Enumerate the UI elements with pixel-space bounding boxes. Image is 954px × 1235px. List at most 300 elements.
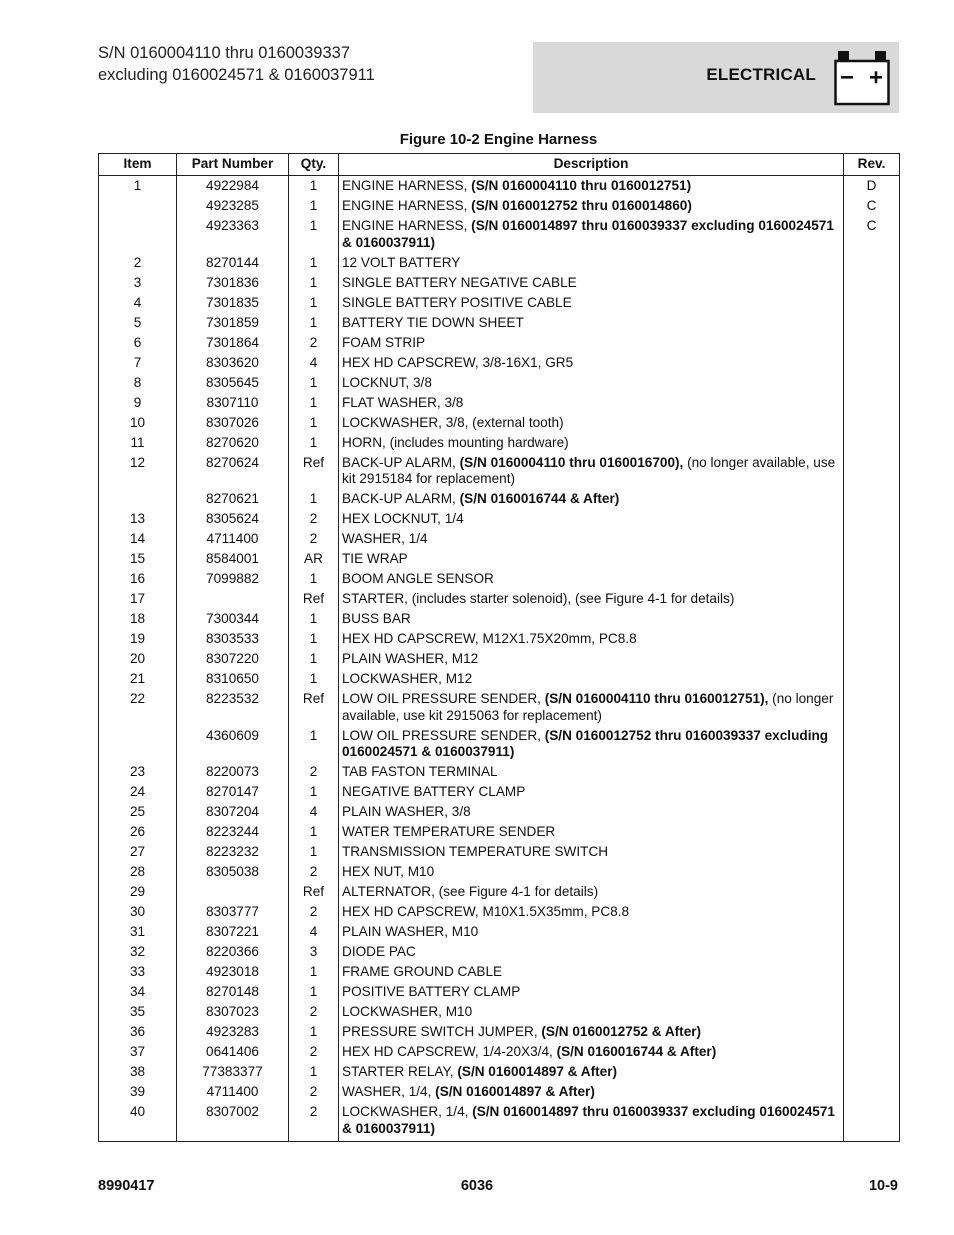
part-number-cell: 4711400 <box>177 1083 289 1103</box>
qty-cell: 1 <box>289 217 339 254</box>
part-number-cell: 8307023 <box>177 1003 289 1023</box>
description-cell <box>339 650 844 670</box>
table-row <box>99 253 900 273</box>
rev-cell <box>844 1083 900 1103</box>
qty-cell: 2 <box>289 333 339 353</box>
part-number-cell: 4711400 <box>177 530 289 550</box>
table-row <box>99 1103 900 1142</box>
description-text: (S/N 0160012752 thru 0160039337 excluding 0160024571 & 0160037911) <box>342 727 829 759</box>
description-text: (S/N 0160012752 thru 0160014860) <box>471 198 692 213</box>
table-row <box>99 763 900 783</box>
description-cell <box>339 333 844 353</box>
item-cell <box>99 217 177 254</box>
rev-cell <box>844 253 900 273</box>
description-cell <box>339 863 844 883</box>
table-row <box>99 630 900 650</box>
rev-cell <box>844 453 900 490</box>
description-cell <box>339 1083 844 1103</box>
part-number-cell <box>177 590 289 610</box>
table-row <box>99 883 900 903</box>
description-text: (S/N 0160014897 thru 0160039337 excluding 0160024571 & 0160037911) <box>342 1104 835 1136</box>
rev-cell: C <box>844 197 900 217</box>
item-cell: 36 <box>99 1023 177 1043</box>
qty-cell: 1 <box>289 490 339 510</box>
description-cell <box>339 453 844 490</box>
table-row <box>99 726 900 763</box>
part-number-cell: 8223232 <box>177 843 289 863</box>
item-cell <box>99 197 177 217</box>
description-text: BATTERY TIE DOWN SHEET <box>342 314 524 330</box>
rev-cell <box>844 373 900 393</box>
table-row <box>99 490 900 510</box>
description-cell <box>339 273 844 293</box>
description-cell <box>339 433 844 453</box>
description-cell <box>339 353 844 373</box>
table-row <box>99 313 900 333</box>
parts-table-body <box>99 176 900 1142</box>
description-text: TIE WRAP <box>342 551 408 566</box>
table-row <box>99 590 900 610</box>
item-cell: 24 <box>99 783 177 803</box>
qty-cell: 2 <box>289 530 339 550</box>
column-header-item: Item <box>99 154 177 176</box>
qty-cell: 2 <box>289 1103 339 1142</box>
description-cell <box>339 550 844 570</box>
description-text: (S/N 0160014897 & After) <box>435 1084 595 1099</box>
qty-cell: Ref <box>289 590 339 610</box>
rev-cell <box>844 313 900 333</box>
item-cell: 5 <box>99 313 177 333</box>
qty-cell: 2 <box>289 510 339 530</box>
qty-cell: 1 <box>289 293 339 313</box>
table-row <box>99 176 900 197</box>
rev-cell <box>844 610 900 630</box>
rev-cell <box>844 843 900 863</box>
rev-cell <box>844 883 900 903</box>
rev-cell <box>844 413 900 433</box>
table-row <box>99 197 900 217</box>
part-number-cell: 4922984 <box>177 176 289 197</box>
description-cell <box>339 843 844 863</box>
description-text: BACK-UP ALARM, <box>342 454 460 470</box>
part-number-cell: 7301835 <box>177 293 289 313</box>
figure-title: Figure 10-2 Engine Harness <box>399 131 598 148</box>
part-number-cell: 8303777 <box>177 903 289 923</box>
item-cell: 27 <box>99 843 177 863</box>
item-cell: 4 <box>99 293 177 313</box>
table-row <box>99 963 900 983</box>
description-text: 12 VOLT BATTERY <box>342 254 461 270</box>
rev-cell <box>844 490 900 510</box>
item-cell: 9 <box>99 393 177 413</box>
description-text: HEX HD CAPSCREW, M12X1.75X20mm, PC8.8 <box>342 631 637 646</box>
table-row <box>99 903 900 923</box>
rev-cell <box>844 903 900 923</box>
part-number-cell: 8305038 <box>177 863 289 883</box>
description-text: (S/N 0160014897 thru 0160039337 excluding 0160024571 & 0160037911) <box>342 218 834 250</box>
description-cell <box>339 903 844 923</box>
description-text: (S/N 0160004110 thru 0160012751) <box>471 178 692 193</box>
part-number-cell: 8305645 <box>177 373 289 393</box>
description-text: (no longer available, use kit 2915063 for replacement) <box>342 691 834 723</box>
description-text: (S/N 0160014897 & After) <box>457 1064 618 1079</box>
table-row <box>99 273 900 293</box>
description-cell <box>339 490 844 510</box>
table-row <box>99 217 900 254</box>
description-text: PRESSURE SWITCH JUMPER, <box>342 1024 542 1039</box>
description-cell <box>339 883 844 903</box>
qty-cell: 1 <box>289 630 339 650</box>
table-row <box>99 413 900 433</box>
description-text: (S/N 0160016744 & After) <box>556 1044 717 1059</box>
qty-cell: 2 <box>289 763 339 783</box>
rev-cell <box>844 393 900 413</box>
qty-cell: 1 <box>289 373 339 393</box>
description-text: BUSS BAR <box>342 611 411 626</box>
qty-cell: 1 <box>289 783 339 803</box>
qty-cell: 2 <box>289 1043 339 1063</box>
description-text: LOW OIL PRESSURE SENDER, <box>342 691 545 706</box>
part-number-cell: 8307002 <box>177 1103 289 1142</box>
part-number-cell: 8303533 <box>177 630 289 650</box>
item-cell: 12 <box>99 453 177 490</box>
description-text: (S/N 0160016744 & After) <box>459 491 620 506</box>
column-header-rev: Rev. <box>844 154 900 176</box>
item-cell: 20 <box>99 650 177 670</box>
rev-cell <box>844 1103 900 1142</box>
description-text: ALTERNATOR, (see Figure 4-1 for details) <box>342 884 599 899</box>
table-row <box>99 943 900 963</box>
serial-line-2: excluding 0160024571 & 0160037911 <box>98 66 375 84</box>
description-cell <box>339 763 844 783</box>
qty-cell: 1 <box>289 273 339 293</box>
item-cell: 22 <box>99 690 177 727</box>
table-row <box>99 353 900 373</box>
rev-cell <box>844 943 900 963</box>
item-cell: 10 <box>99 413 177 433</box>
qty-cell: 1 <box>289 413 339 433</box>
part-number-cell: 8270621 <box>177 490 289 510</box>
item-cell: 30 <box>99 903 177 923</box>
part-number-cell: 8270147 <box>177 783 289 803</box>
description-cell <box>339 413 844 433</box>
qty-cell: 2 <box>289 1083 339 1103</box>
parts-table <box>98 153 900 1142</box>
part-number-cell: 8270148 <box>177 983 289 1003</box>
description-text: ENGINE HARNESS, <box>342 198 472 213</box>
table-row <box>99 1063 900 1083</box>
rev-cell <box>844 510 900 530</box>
item-cell: 1 <box>99 176 177 197</box>
item-cell <box>99 490 177 510</box>
part-number-cell: 4923018 <box>177 963 289 983</box>
rev-cell <box>844 1063 900 1083</box>
item-cell: 40 <box>99 1103 177 1142</box>
qty-cell: 1 <box>289 610 339 630</box>
rev-cell <box>844 630 900 650</box>
qty-cell: 1 <box>289 650 339 670</box>
part-number-cell: 8223244 <box>177 823 289 843</box>
item-cell: 35 <box>99 1003 177 1023</box>
description-text: LOW OIL PRESSURE SENDER, <box>342 727 545 743</box>
description-text: TRANSMISSION TEMPERATURE SWITCH <box>342 844 609 859</box>
rev-cell <box>844 670 900 690</box>
description-text: DIODE PAC <box>342 944 416 959</box>
table-row <box>99 453 900 490</box>
description-cell <box>339 393 844 413</box>
description-text: (S/N 0160004110 thru 0160016700), <box>459 454 684 470</box>
description-cell <box>339 630 844 650</box>
description-text: LOCKWASHER, 1/4, <box>342 1104 473 1119</box>
item-cell: 38 <box>99 1063 177 1083</box>
rev-cell <box>844 690 900 727</box>
footer-document-number: 8990417 <box>98 1178 155 1194</box>
description-cell <box>339 373 844 393</box>
table-row <box>99 610 900 630</box>
qty-cell: Ref <box>289 690 339 727</box>
qty-cell: 2 <box>289 863 339 883</box>
table-row <box>99 650 900 670</box>
part-number-cell <box>177 883 289 903</box>
table-row <box>99 803 900 823</box>
item-cell: 6 <box>99 333 177 353</box>
qty-cell: Ref <box>289 883 339 903</box>
qty-cell: 1 <box>289 983 339 1003</box>
table-row <box>99 550 900 570</box>
rev-cell <box>844 433 900 453</box>
item-cell: 33 <box>99 963 177 983</box>
qty-cell: 1 <box>289 313 339 333</box>
table-row <box>99 1083 900 1103</box>
table-row <box>99 843 900 863</box>
serial-number-header <box>98 42 518 86</box>
item-cell: 21 <box>99 670 177 690</box>
column-header-description: Description <box>339 154 844 176</box>
item-cell <box>99 726 177 763</box>
table-header-row <box>99 154 900 176</box>
description-text: BOOM ANGLE SENSOR <box>342 571 494 586</box>
description-text: FRAME GROUND CABLE <box>342 964 503 979</box>
qty-cell: 1 <box>289 197 339 217</box>
part-number-cell: 8270624 <box>177 453 289 490</box>
description-text: PLAIN WASHER, M10 <box>342 924 479 939</box>
table-row <box>99 293 900 313</box>
qty-cell: 1 <box>289 570 339 590</box>
description-text: HORN, (includes mounting hardware) <box>342 434 569 450</box>
rev-cell <box>844 726 900 763</box>
footer-page-number: 10-9 <box>868 1178 898 1194</box>
rev-cell <box>844 570 900 590</box>
description-cell <box>339 590 844 610</box>
table-row <box>99 433 900 453</box>
item-cell: 32 <box>99 943 177 963</box>
table-row <box>99 690 900 727</box>
description-text: POSITIVE BATTERY CLAMP <box>342 984 521 999</box>
description-text: ENGINE HARNESS, <box>342 178 472 193</box>
description-text: FLAT WASHER, 3/8 <box>342 394 464 410</box>
rev-cell <box>844 803 900 823</box>
description-cell <box>339 313 844 333</box>
qty-cell: 1 <box>289 843 339 863</box>
description-text: SINGLE BATTERY POSITIVE CABLE <box>342 294 572 310</box>
item-cell: 26 <box>99 823 177 843</box>
description-text: WATER TEMPERATURE SENDER <box>342 824 556 839</box>
part-number-cell: 8220073 <box>177 763 289 783</box>
rev-cell: C <box>844 217 900 254</box>
description-cell <box>339 803 844 823</box>
description-text: WASHER, 1/4, <box>342 1084 436 1099</box>
table-row <box>99 923 900 943</box>
description-cell <box>339 923 844 943</box>
qty-cell: 1 <box>289 823 339 843</box>
footer-model-number: 6036 <box>460 1178 494 1194</box>
description-cell <box>339 690 844 727</box>
table-row <box>99 983 900 1003</box>
part-number-cell: 8305624 <box>177 510 289 530</box>
description-text: PLAIN WASHER, 3/8 <box>342 804 471 819</box>
part-number-cell: 4360609 <box>177 726 289 763</box>
qty-cell: 4 <box>289 923 339 943</box>
rev-cell <box>844 983 900 1003</box>
description-cell <box>339 570 844 590</box>
item-cell: 17 <box>99 590 177 610</box>
item-cell: 31 <box>99 923 177 943</box>
item-cell: 29 <box>99 883 177 903</box>
rev-cell <box>844 1003 900 1023</box>
qty-cell: 1 <box>289 253 339 273</box>
description-text: (no longer available, use kit 2915184 for replacement) <box>342 454 836 486</box>
rev-cell <box>844 550 900 570</box>
rev-cell <box>844 333 900 353</box>
item-cell: 7 <box>99 353 177 373</box>
description-cell <box>339 293 844 313</box>
item-cell: 11 <box>99 433 177 453</box>
table-row <box>99 823 900 843</box>
rev-cell <box>844 293 900 313</box>
qty-cell: 1 <box>289 963 339 983</box>
item-cell: 34 <box>99 983 177 1003</box>
description-text: BACK-UP ALARM, <box>342 491 460 506</box>
description-text: (S/N 0160004110 thru 0160012751), <box>544 691 769 706</box>
rev-cell <box>844 1023 900 1043</box>
description-text: SINGLE BATTERY NEGATIVE CABLE <box>342 274 577 290</box>
table-row <box>99 510 900 530</box>
part-number-cell: 7301836 <box>177 273 289 293</box>
description-text: HEX NUT, M10 <box>342 864 435 879</box>
item-cell: 13 <box>99 510 177 530</box>
rev-cell <box>844 823 900 843</box>
qty-cell: 1 <box>289 433 339 453</box>
description-cell <box>339 963 844 983</box>
rev-cell <box>844 763 900 783</box>
qty-cell: Ref <box>289 453 339 490</box>
description-cell <box>339 1063 844 1083</box>
rev-cell <box>844 923 900 943</box>
item-cell: 15 <box>99 550 177 570</box>
table-row <box>99 373 900 393</box>
qty-cell: 1 <box>289 176 339 197</box>
column-header-qty: Qty. <box>289 154 339 176</box>
part-number-cell: 77383377 <box>177 1063 289 1083</box>
description-cell <box>339 176 844 197</box>
qty-cell: 1 <box>289 393 339 413</box>
qty-cell: 1 <box>289 1023 339 1043</box>
qty-cell: 4 <box>289 353 339 373</box>
part-number-cell: 8307026 <box>177 413 289 433</box>
column-header-part-number: Part Number <box>177 154 289 176</box>
description-cell <box>339 1003 844 1023</box>
battery-icon <box>834 49 890 106</box>
table-row <box>99 393 900 413</box>
item-cell: 23 <box>99 763 177 783</box>
table-row <box>99 570 900 590</box>
serial-line-1: S/N 0160004110 thru 0160039337 <box>98 44 350 62</box>
part-number-cell: 8303620 <box>177 353 289 373</box>
rev-cell <box>844 1043 900 1063</box>
item-cell: 39 <box>99 1083 177 1103</box>
item-cell: 18 <box>99 610 177 630</box>
part-number-cell: 7099882 <box>177 570 289 590</box>
description-cell <box>339 1103 844 1142</box>
part-number-cell: 8307220 <box>177 650 289 670</box>
item-cell: 28 <box>99 863 177 883</box>
part-number-cell: 4923363 <box>177 217 289 254</box>
part-number-cell: 8270620 <box>177 433 289 453</box>
part-number-cell: 8223532 <box>177 690 289 727</box>
item-cell: 2 <box>99 253 177 273</box>
table-row <box>99 333 900 353</box>
part-number-cell: 7301864 <box>177 333 289 353</box>
description-text: FOAM STRIP <box>342 334 426 350</box>
table-row <box>99 1023 900 1043</box>
item-cell: 8 <box>99 373 177 393</box>
description-cell <box>339 670 844 690</box>
part-number-cell: 8307221 <box>177 923 289 943</box>
rev-cell <box>844 530 900 550</box>
qty-cell: 1 <box>289 1063 339 1083</box>
part-number-cell: 8584001 <box>177 550 289 570</box>
rev-cell <box>844 590 900 610</box>
item-cell: 37 <box>99 1043 177 1063</box>
qty-cell: 1 <box>289 726 339 763</box>
part-number-cell: 4923283 <box>177 1023 289 1043</box>
description-text: HEX HD CAPSCREW, M10X1.5X35mm, PC8.8 <box>342 904 630 919</box>
rev-cell <box>844 353 900 373</box>
description-text: LOCKWASHER, M10 <box>342 1004 473 1019</box>
description-text: STARTER, (includes starter solenoid), (see Figure 4-1 for details) <box>342 591 735 606</box>
table-row <box>99 530 900 550</box>
section-banner <box>533 42 899 113</box>
rev-cell: D <box>844 176 900 197</box>
rev-cell <box>844 863 900 883</box>
description-cell <box>339 217 844 254</box>
description-cell <box>339 530 844 550</box>
description-text: HEX HD CAPSCREW, 1/4-20X3/4, <box>342 1044 557 1059</box>
item-cell: 25 <box>99 803 177 823</box>
description-cell <box>339 1043 844 1063</box>
part-number-cell: 8220366 <box>177 943 289 963</box>
item-cell: 14 <box>99 530 177 550</box>
table-row <box>99 670 900 690</box>
qty-cell: 2 <box>289 903 339 923</box>
description-text: WASHER, 1/4 <box>342 531 428 546</box>
rev-cell <box>844 273 900 293</box>
description-cell <box>339 197 844 217</box>
description-cell <box>339 943 844 963</box>
description-text: LOCKWASHER, 3/8, (external tooth) <box>342 414 564 430</box>
description-text: HEX HD CAPSCREW, 3/8-16X1, GR5 <box>342 354 574 370</box>
description-text: ENGINE HARNESS, <box>342 218 472 233</box>
